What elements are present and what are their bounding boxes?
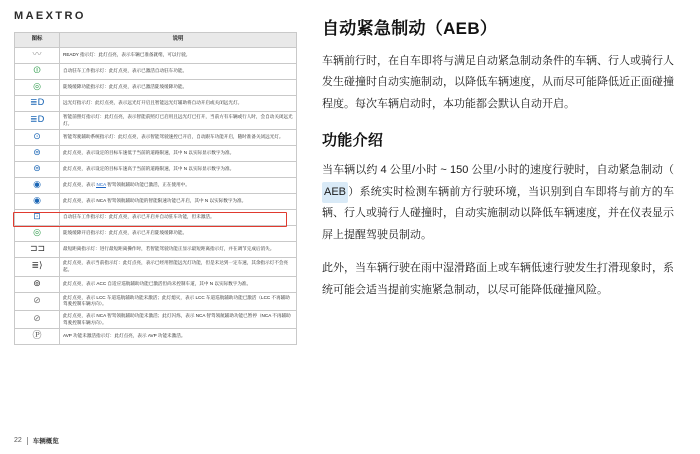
table-row bbox=[15, 96, 297, 112]
table-row-highlighted bbox=[15, 178, 297, 194]
row-description-highlighted: 此灯点亮，表示 NCA 智驾领航辅助功能已激活，正在使用中。 bbox=[60, 178, 297, 194]
table-row bbox=[15, 146, 297, 162]
slope-assist-2-icon bbox=[15, 226, 60, 242]
icon-glyph: Ⓟ bbox=[32, 331, 42, 342]
icon-glyph: ◎ bbox=[33, 228, 41, 239]
row-description: 自动驻车工作指示灯：此灯点亮，表示已激活自动驻车功能。 bbox=[60, 64, 297, 80]
column-header-description: 说明 bbox=[60, 33, 297, 48]
row-description: 此灯点亮，表示 ACC 自适应巡航辅助功能已激活但尚未控制车道，其中 N 以实际数字为准。 bbox=[60, 276, 297, 292]
row-description: 此灯点亮，表示 NCA 智驾领航辅助功能的智能限速功能已开启，其中 N 以实际数字为准。 bbox=[60, 194, 297, 210]
left-column bbox=[0, 0, 300, 454]
icon-glyph: ⊜ bbox=[33, 148, 41, 159]
icon-glyph: ◉ bbox=[33, 180, 41, 191]
icon-glyph: ⊜ bbox=[33, 164, 41, 175]
icon-glyph: ≣D bbox=[30, 115, 45, 126]
right-column bbox=[300, 0, 700, 454]
acc-set-icon bbox=[15, 130, 60, 146]
lcc-icon bbox=[15, 210, 60, 226]
intro-paragraph: 车辆前行时，在自车即将与满足自动紧急制动条件的车辆、行人或骑行人发生碰撞时自动实施制动，以降低车辆速度，从而尽可能降低近正面碰撞程度。每次车辆启动时，本功能都会默认自动开启。 bbox=[322, 55, 674, 110]
nca-keyword: NCA bbox=[96, 182, 106, 188]
footer-divider bbox=[27, 437, 28, 445]
paragraph-1-after: ）系统实时检测车辆前方行驶环境，当识别到自车即将与前方的车辆、行人或骑行人碰撞时，自动实施制动以降低车辆速度，并在仪表显示屏上提醒驾驶员制动。 bbox=[322, 185, 674, 241]
page-number: 22 bbox=[14, 437, 22, 444]
table-row bbox=[15, 329, 297, 345]
row-description: 此灯点亮，表示 LCC 车道巡航辅助功能未激活；此灯熄灭，表示 LCC 车道巡航辅助功能已激活（LCC 不再辅助驾驶控制车辆方向）。 bbox=[60, 292, 297, 310]
icon-glyph: ◉ bbox=[33, 196, 41, 207]
acc-n-icon bbox=[15, 276, 60, 292]
indicator-table bbox=[14, 32, 297, 345]
footer-section-label: 车辆概览 bbox=[32, 438, 59, 445]
slope-assist-icon bbox=[15, 80, 60, 96]
feature-paragraph-1 bbox=[322, 160, 674, 246]
icon-glyph: ≣⟩ bbox=[31, 261, 43, 272]
table-row bbox=[15, 258, 297, 276]
nca-off-icon bbox=[15, 310, 60, 328]
icon-glyph: ⊚ bbox=[33, 278, 41, 289]
page-footer bbox=[14, 436, 59, 445]
icon-glyph: ⊐⊐ bbox=[30, 244, 46, 255]
distance-bar-icon bbox=[15, 242, 60, 258]
table-row bbox=[15, 64, 297, 80]
table-row bbox=[15, 310, 297, 328]
brand-wordmark: MAEXTRO bbox=[14, 10, 86, 22]
icon-glyph: ◎ bbox=[33, 82, 41, 92]
speed-limit-set-icon bbox=[15, 162, 60, 178]
table-row bbox=[15, 276, 297, 292]
table-body bbox=[15, 48, 297, 345]
icon-glyph: ⊙ bbox=[33, 132, 41, 143]
row-description: 此灯点亮，表示设定的目标车速高于当前的道路限速，其中 N 以实际显示数字为准。 bbox=[60, 162, 297, 178]
aeb-highlight-chip: AEB bbox=[322, 182, 348, 203]
table-row bbox=[15, 80, 297, 96]
feature-paragraph-2: 此外，当车辆行驶在雨中湿滑路面上或车辆低速行驶发生打滑现象时，系统可能会适当提前实施紧急制动，以尽可能降低碰撞风险。 bbox=[322, 262, 674, 296]
row-description: 远光灯指示灯：此灯点亮，表示远光灯开启且智能远光灯辅助将自动开启或关闭远光灯。 bbox=[60, 96, 297, 112]
row-description: 智能前照灯指示灯：此灯点亮，表示智能前照灯已启用且远光灯已打开，当前方有车辆或行人时，会自动关闭远光灯。 bbox=[60, 112, 297, 130]
table-row bbox=[15, 194, 297, 210]
row-description: 自动驻车工作指示灯：此灯点亮，表示已开启并自动驻车功能，但未激活。 bbox=[60, 210, 297, 226]
icon-glyph: ≣D bbox=[30, 98, 45, 108]
table-row bbox=[15, 130, 297, 146]
auto-highbeam-icon bbox=[15, 112, 60, 130]
row-description: READY 指示灯：此灯点亮，表示车辆已准备就绪，可以行驶。 bbox=[60, 48, 297, 64]
row-description: 此灯点亮，表示 NCA 智驾领航辅助功能未激活；此灯闪烁，表示 NCA 智驾领航辅助功能已暂停（NCA 不再辅助驾驶控制车辆方向）。 bbox=[60, 310, 297, 328]
lcc-off-icon bbox=[15, 292, 60, 310]
paragraph-1-before: 当车辆以约 4 公里/小时 ~ 150 公里/小时的速度行驶时，自动紧急制动（ bbox=[322, 164, 674, 177]
table-row bbox=[15, 226, 297, 242]
table-row bbox=[15, 162, 297, 178]
table-row bbox=[15, 112, 297, 130]
lane-keep-icon bbox=[15, 258, 60, 276]
icon-glyph: ⊡ bbox=[33, 212, 41, 223]
speed-limit-n-icon bbox=[15, 146, 60, 162]
charging-plug-icon bbox=[15, 64, 60, 80]
nca-ready-icon bbox=[15, 194, 60, 210]
icon-glyph: 〰 bbox=[32, 50, 42, 60]
icon-glyph: ⊘ bbox=[33, 295, 41, 306]
section-heading: 功能介绍 bbox=[322, 132, 384, 150]
icon-glyph: ⏼ bbox=[33, 66, 41, 76]
table-head bbox=[15, 33, 297, 48]
table-row bbox=[15, 242, 297, 258]
row-description: 此灯点亮，表示当前指示灯：此灯点亮，表示已经用智能远光灯功能，但是未达到一定车速，其余指示灯不会亮起。 bbox=[60, 258, 297, 276]
row-description: 陡坡缓降开启指示灯：此灯点亮，表示已开启陡坡缓降功能。 bbox=[60, 226, 297, 242]
row-description: 最短距离指示灯：进行最短距离操作时，若智能驾驶功能正显示最短距离指示灯，并在调节完成后消失。 bbox=[60, 242, 297, 258]
row-description: 陡坡缓降功能指示灯：此灯点亮，表示已激活陡坡缓降功能。 bbox=[60, 80, 297, 96]
avp-icon bbox=[15, 329, 60, 345]
distance-warning-icon bbox=[15, 96, 60, 112]
dashes-icon bbox=[15, 48, 60, 64]
table-header-row bbox=[15, 33, 297, 48]
row-description: AVP 功能未激活指示灯：此灯点亮，表示 AVP 功能未激活。 bbox=[60, 329, 297, 345]
row-description: 智能驾驶辅助系统指示灯：此灯点亮，表示智能驾驶速控已开启，自动跟车功能开启，随时准备关闭远光灯。 bbox=[60, 130, 297, 146]
table-row bbox=[15, 48, 297, 64]
icon-glyph: ⊘ bbox=[33, 314, 41, 325]
nca-active-icon bbox=[15, 178, 60, 194]
table-row bbox=[15, 210, 297, 226]
page-title: 自动紧急制动（AEB） bbox=[322, 19, 498, 38]
table-row bbox=[15, 292, 297, 310]
row-description: 此灯点亮，表示设定的目标车速低于当前的道路限速，其中 N 以实际显示数字为准。 bbox=[60, 146, 297, 162]
column-header-icon: 图标 bbox=[15, 33, 60, 48]
